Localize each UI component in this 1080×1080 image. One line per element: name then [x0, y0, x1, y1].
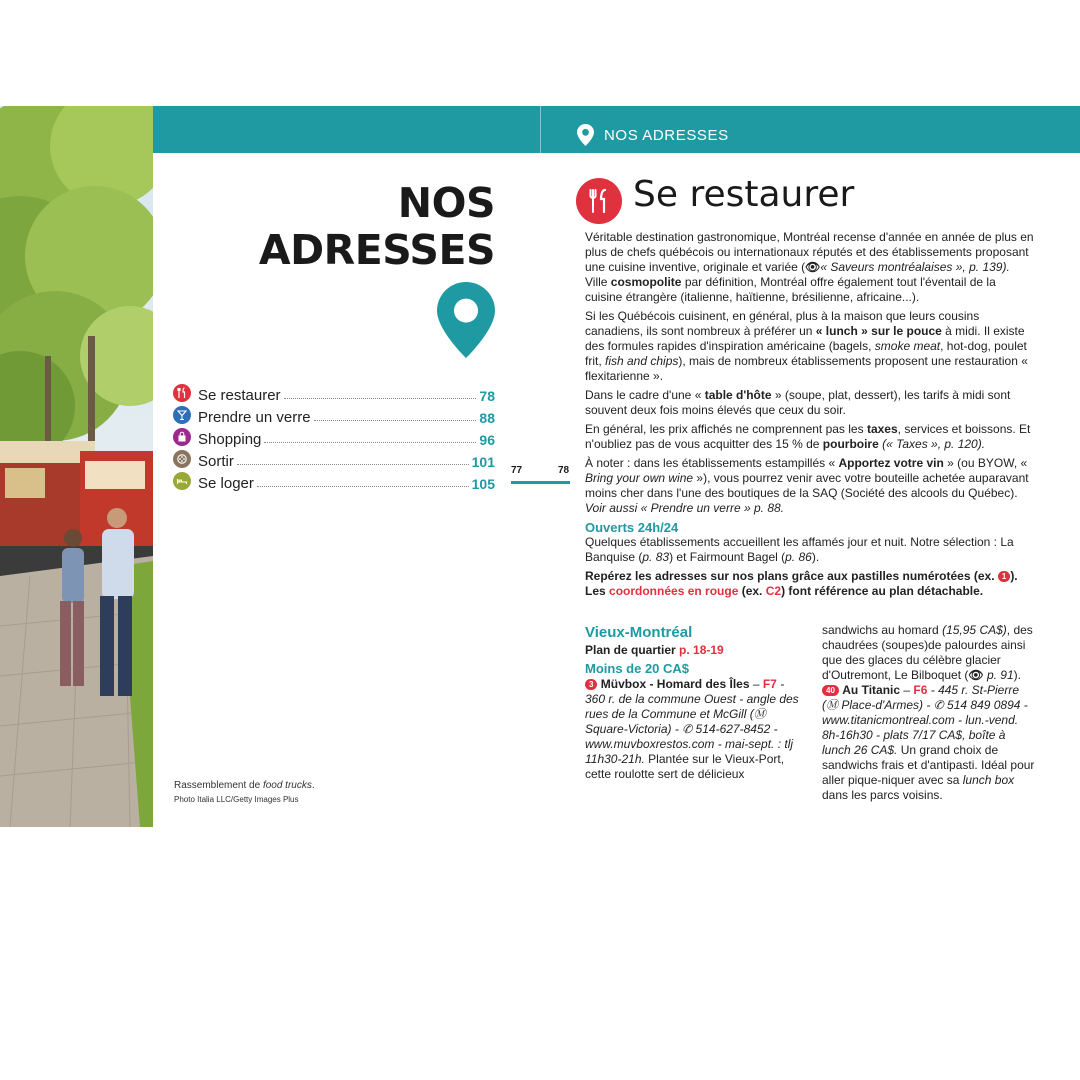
toc-label: Prendre un verre: [198, 409, 311, 426]
number-pill: 3: [585, 679, 597, 690]
map-pin-icon: [437, 282, 495, 358]
paragraph: Dans le cadre d'une « table d'hôte » (soupe, plat, dessert), les tarifs à midi sont souvent deux fois moins élevés que ceux du soir.: [585, 388, 1011, 417]
toc-leader: [284, 398, 477, 399]
toc-leader: [264, 442, 476, 443]
paragraph: Quelques établissements accueillent les affamés jour et nuit. Notre sélection : La Banquise (p. 83) et Fairmount Bagel (p. 86).: [585, 535, 1014, 564]
toc-leader: [314, 420, 477, 421]
phone-icon: ✆: [933, 698, 948, 712]
chapter-title: [259, 180, 495, 274]
toc-page-number: 78: [479, 388, 495, 404]
toc-item-shopping[interactable]: [173, 426, 495, 448]
page-number-left: 77: [511, 465, 523, 476]
listing-entry: 40 Au Titanic – F6 - 445 r. St-Pierre (Ⓜ Place-d'Armes) - ✆ 514 849 0894 - www.titanicmontreal.com - lun.-vend. 8h-16h30 - plats 7/17 CA$, boîte à lunch 26 CA$. Un grand choix de sandwichs frais et d'antipasti. Idéal pour aller pique-niquer avec sa lunch box dans les parcs voisins.: [822, 683, 1035, 802]
toc-item-prendre-un-verre[interactable]: [173, 404, 495, 426]
metro-icon: Ⓜ: [826, 698, 842, 712]
listing-column-2: [822, 623, 1037, 803]
page-number-right: 78: [558, 465, 570, 476]
listing-entry-continued: sandwichs au homard (15,95 CA$), des chaudrées (soupes)de palourdes ainsi que des glaces du célèbre glacier d'Outremont, Le Bilboquet (👁 p. 91).: [822, 623, 1033, 682]
area-heading: Vieux-Montréal: [585, 624, 693, 641]
paragraph: À noter : dans les établissements estampillés « Apportez votre vin » (ou BYOW, « Bring your own wine »), vous pourrez venir avec votre bouteille achetée auparavant moins cher dans l'une des boutiques de la SAQ (Société des alcools du Québec). Voir aussi « Prendre un verre » p. 88.: [585, 456, 1029, 515]
header-divider: [540, 106, 541, 153]
fork-knife-icon: [173, 384, 191, 402]
toc-page-number: 88: [479, 410, 495, 426]
chapter-contents: [173, 382, 495, 492]
metro-icon: Ⓜ: [753, 707, 766, 721]
toc-label: Se restaurer: [198, 387, 281, 404]
area-plan-ref: Plan de quartier p. 18-19: [585, 643, 724, 657]
paragraph: En général, les prix affichés ne comprennent pas les taxes, services et boissons. Et n'oubliez pas de vous acquitter des 15 % de pourboire (« Taxes », p. 120).: [585, 422, 1031, 451]
fork-knife-icon: [576, 178, 622, 224]
food-trucks-photo: [0, 106, 153, 827]
toc-leader: [237, 464, 469, 465]
chapter-title-line1: NOS: [397, 179, 495, 227]
map-note: Repérez les adresses sur nos plans grâce aux pastilles numérotées (ex. 1 ). Les coordonnées en rouge (ex. C2) font référence au plan détachable.: [585, 569, 1018, 598]
chapter-title-line2: ADRESSES: [258, 226, 495, 274]
toc-page-number: 105: [471, 476, 495, 492]
paragraph: Véritable destination gastronomique, Montréal recense d'année en année de plus en plus de chefs québécois ou internationaux réputés et des établissements proposant une cuisine inventive, originale et variée (👁« Saveurs montréalaises », p. 139). Ville cosmopolite par définition, Montréal offre également tout l'éventail de la cuisine étrangère (italienne, haïtienne, brésilienne, africaine...).: [585, 230, 1034, 304]
book-spread: [0, 106, 1080, 827]
phone-icon: ✆: [682, 722, 696, 736]
price-band-heading: Moins de 20 CA$: [585, 661, 690, 676]
number-pill: 40: [822, 685, 839, 696]
bed-icon: [173, 472, 191, 490]
toc-label: Se loger: [198, 475, 254, 492]
toc-leader: [257, 486, 469, 487]
toc-item-se-loger[interactable]: [173, 470, 495, 492]
page-number-rule: [511, 481, 570, 484]
map-pin-icon: [577, 124, 594, 146]
toc-label: Shopping: [198, 431, 262, 448]
running-head-title: NOS ADRESSES: [604, 126, 729, 144]
toc-label: Sortir: [198, 453, 234, 470]
toc-item-se-restaurer[interactable]: [173, 382, 495, 404]
cocktail-icon: [173, 406, 191, 424]
running-head: [577, 124, 729, 146]
photo-credit: Photo Italia LLC/Getty Images Plus: [174, 795, 299, 804]
number-pill: 1: [998, 571, 1010, 582]
photo-caption: Rassemblement de food trucks. Photo Italia LLC/Getty Images Plus: [174, 779, 315, 807]
subheading-open-24h: Ouverts 24h/24: [585, 520, 679, 535]
film-reel-icon: [173, 450, 191, 468]
toc-page-number: 101: [471, 454, 495, 470]
toc-item-sortir[interactable]: [173, 448, 495, 470]
listing-column-1: [585, 623, 800, 782]
paragraph: Si les Québécois cuisinent, en général, plus à la maison que leurs cousins canadiens, ils sont nombreux à préférer un « lunch » sur le pouce à midi. Il existe des formules rapides d'inspiration américaine (bagels, smoke meat, hot-dog, poulet frit, fish and chips), mais de nombreux établissements proposent une restauration « flexitarienne ».: [585, 309, 1028, 383]
section-title: Se restaurer: [633, 174, 855, 215]
listing-entry: 3 Müvbox - Homard des Îles – F7 - 360 r. de la commune Ouest - angle des rues de la Commune et McGill (Ⓜ Square-Victoria) - ✆ 514-627-8452 - www.muvboxrestos.com - mai-sept. : tlj 11h30-21h. Plantée sur le Vieux-Port, cette roulotte sert de délicieux: [585, 677, 799, 781]
toc-page-number: 96: [479, 432, 495, 448]
shopping-bag-icon: [173, 428, 191, 446]
section-intro: [585, 230, 1035, 603]
